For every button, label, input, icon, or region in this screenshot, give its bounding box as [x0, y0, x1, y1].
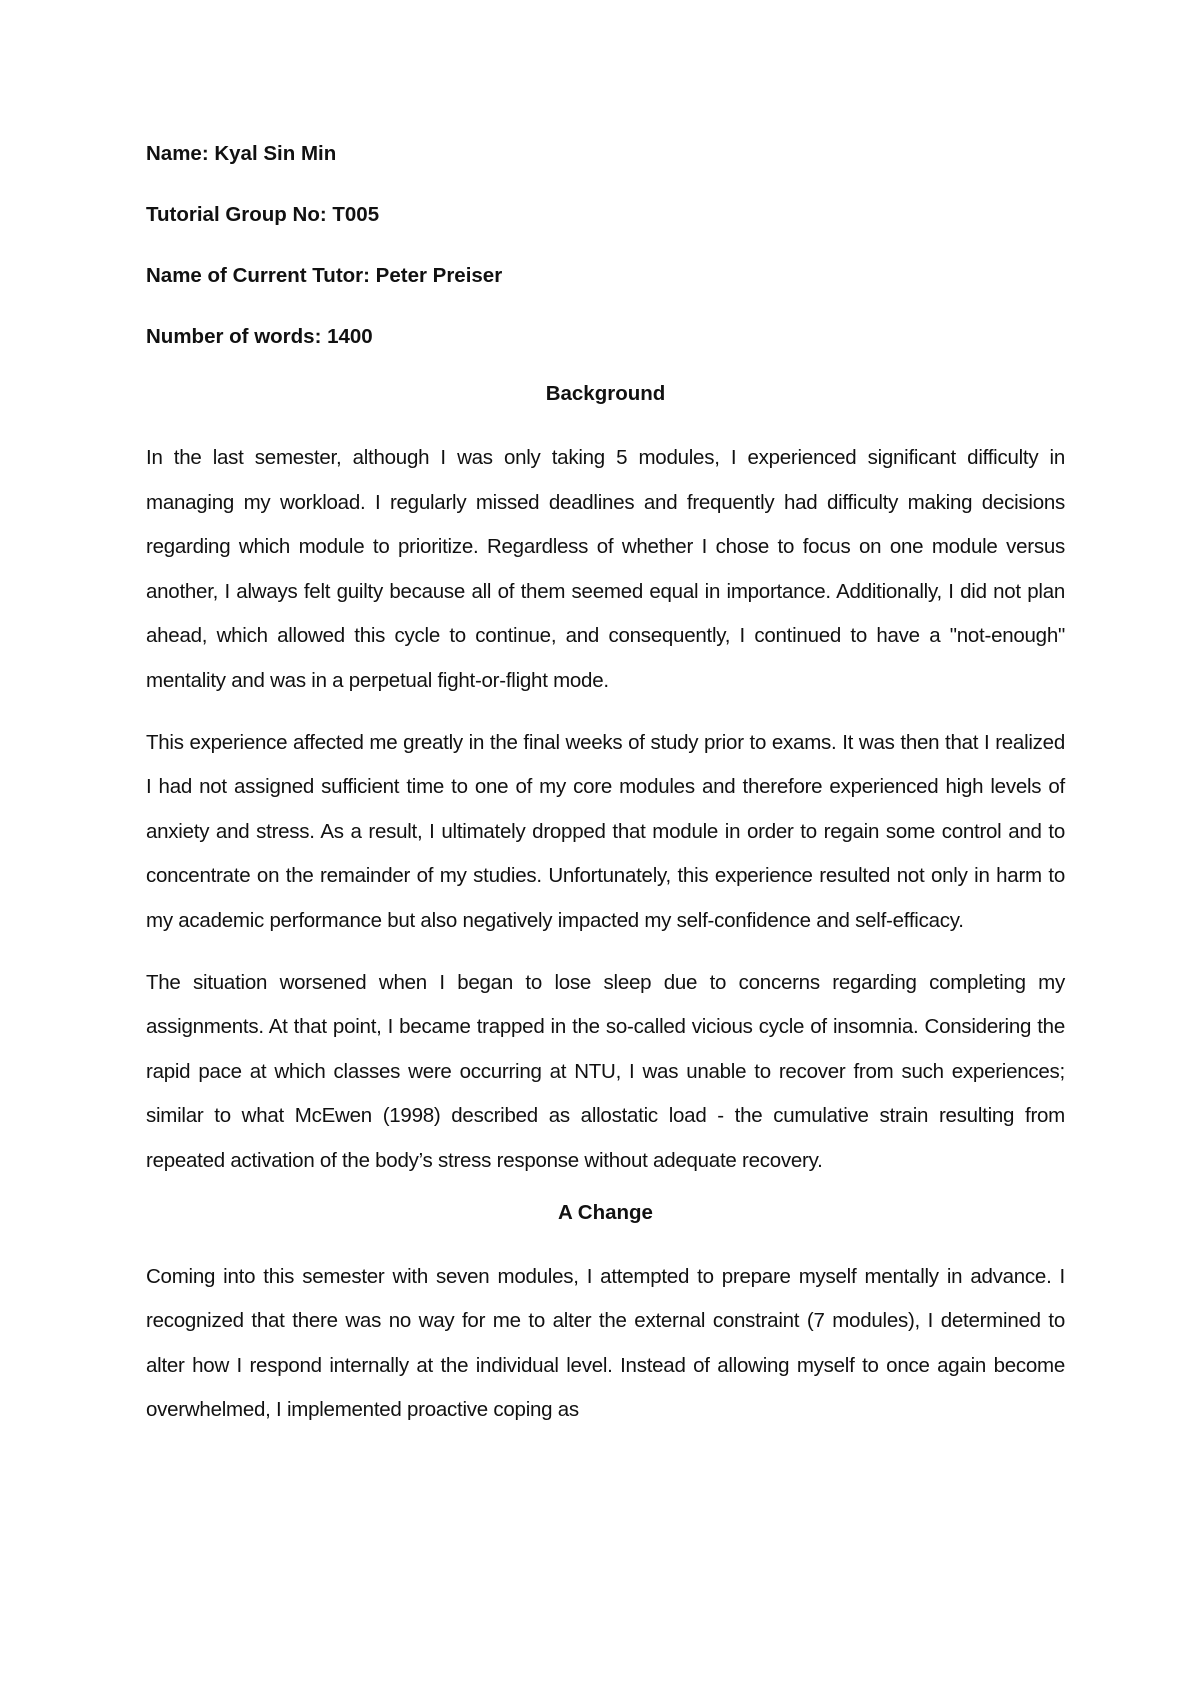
word-count: Number of words: 1400: [146, 325, 373, 348]
paragraph: The situation worsened when I began to lose sleep due to concerns regarding completing my assignments. At that point, I became trapped in the so-called vicious cycle of insomnia. Considering the rapid pace at which classes were occurring at NTU, I was unable to recover from such experiences; similar to what McEwen (1998) described as allostatic load - the cumulative strain resulting from repeated activation of the body’s stress response without adequate recovery.: [146, 970, 1065, 1172]
section-heading-a-change: A Change: [558, 1200, 653, 1224]
student-name: Name: Kyal Sin Min: [146, 142, 337, 165]
tutor-name: Name of Current Tutor: Peter Preiser: [146, 264, 503, 287]
section-heading-background: Background: [545, 382, 666, 405]
tutorial-group: Tutorial Group No: T005: [146, 203, 380, 226]
paragraph: This experience affected me greatly in the final weeks of study prior to exams. It was then that I realized I had not assigned sufficient time to one of my core modules and therefore experienced high levels of anxiety and stress. As a result, I ultimately dropped that module in order to regain some control and to concentrate on the remainder of my studies. Unfortunately, this experience resulted not only in harm to my academic performance but also negatively impacted my self-confidence and self-efficacy.: [146, 730, 1065, 932]
paragraph: Coming into this semester with seven modules, I attempted to prepare myself mentally in advance. I recognized that there was no way for me to alter the external constraint (7 modules), I determined to alter how I respond internally at the individual level. Instead of allowing myself to once again become overwhelmed, I implemented proactive coping as: [146, 1264, 1065, 1422]
paragraph: In the last semester, although I was only taking 5 modules, I experienced significant difficulty in managing my workload. I regularly missed deadlines and frequently had difficulty making decisions regarding which module to prioritize. Regardless of whether I chose to focus on one module versus another, I always felt guilty because all of them seemed equal in importance. Additionally, I did not plan ahead, which allowed this cycle to continue, and consequently, I continued to have a "not-enough" mentality and was in a perpetual fight-or-flight mode.: [146, 446, 1065, 692]
document-page: [146, 142, 1065, 1450]
